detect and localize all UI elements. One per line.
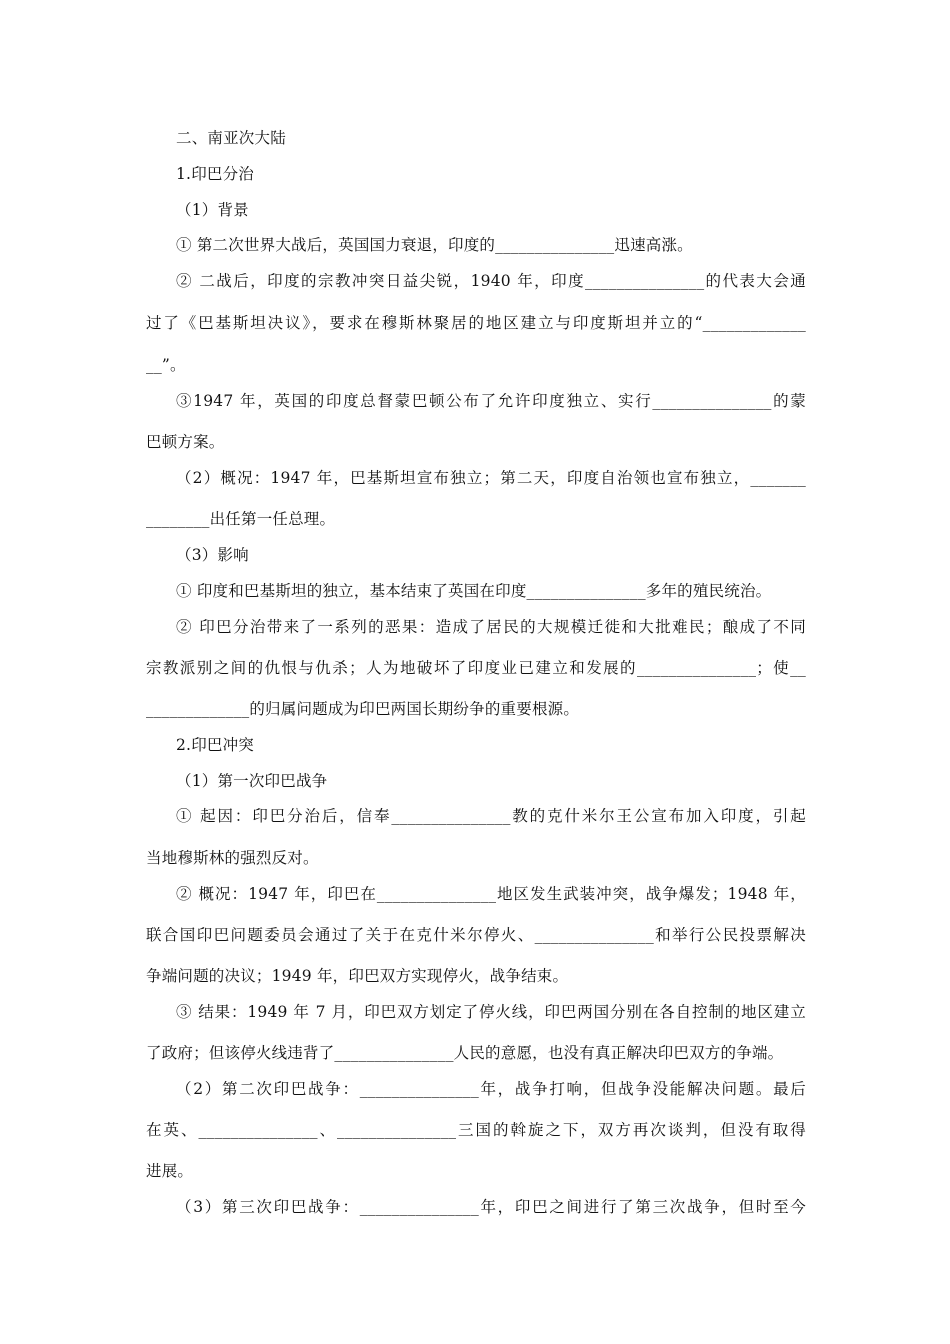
paragraph-line: ________出任第一任总理。 — [146, 510, 336, 528]
section-heading: 二、南亚次大陆 — [176, 129, 286, 147]
paragraph-line: （3）第三次印巴战争：_______________年，印巴之间进行了第三次战争，但时至今 — [176, 1198, 806, 1216]
paragraph-line: 进展。 — [146, 1162, 194, 1180]
paragraph-line: （2）第二次印巴战争：_______________年，战争打响，但战争没能解决问题。最后 — [176, 1080, 806, 1098]
paragraph-line: 宗教派别之间的仇恨与仇杀；人为地破坏了印度业已建立和发展的_______________；使__ — [146, 659, 806, 677]
item-impact-heading: （3）影响 — [176, 546, 249, 564]
paragraph-line: 争端问题的决议；1949 年，印巴双方实现停火，战争结束。 — [146, 967, 569, 985]
paragraph-line: ③ 结果：1949 年 7 月，印巴双方划定了停火线，印巴两国分别在各自控制的地区建立 — [176, 1003, 806, 1021]
subheading-conflict: 2.印巴冲突 — [176, 736, 254, 754]
paragraph-line: ① 第二次世界大战后，英国国力衰退，印度的_______________迅速高涨。 — [176, 236, 693, 254]
paragraph-line: ① 起因：印巴分治后，信奉_______________教的克什米尔王公宣布加入印度，引起 — [176, 807, 806, 825]
subheading-partition: 1.印巴分治 — [176, 165, 254, 183]
paragraph-line: ① 印度和巴基斯坦的独立，基本结束了英国在印度_______________多年的殖民统治。 — [176, 582, 772, 600]
item-first-war-heading: （1）第一次印巴战争 — [176, 772, 328, 790]
paragraph-line: 巴顿方案。 — [146, 433, 225, 451]
paragraph-line: 联合国印巴问题委员会通过了关于在克什米尔停火、_______________和举行公民投票解决 — [146, 926, 806, 944]
paragraph-line: __”。 — [146, 356, 186, 374]
item-background-heading: （1）背景 — [176, 201, 249, 219]
paragraph-line: 了政府；但该停火线违背了_______________人民的意愿，也没有真正解决印巴双方的争端。 — [146, 1044, 784, 1062]
paragraph-line: （2）概况：1947 年，巴基斯坦宣布独立；第二天，印度自治领也宣布独立，_______ — [176, 469, 806, 487]
paragraph-line: ② 印巴分治带来了一系列的恶果：造成了居民的大规模迁徙和大批难民；酿成了不同 — [176, 618, 806, 636]
paragraph-line: 过了《巴基斯坦决议》，要求在穆斯林聚居的地区建立与印度斯坦并立的“_____________ — [146, 314, 806, 332]
paragraph-line: 在英、_______________、_______________三国的斡旋之下，双方再次谈判，但没有取得 — [146, 1121, 806, 1139]
paragraph-line: ③1947 年，英国的印度总督蒙巴顿公布了允许印度独立、实行_______________的蒙 — [176, 392, 806, 410]
paragraph-line: ② 概况：1947 年，印巴在_______________地区发生武装冲突，战争爆发；1948 年， — [176, 885, 806, 903]
paragraph-line: _____________的归属问题成为印巴两国长期纷争的重要根源。 — [146, 700, 580, 718]
paragraph-line: 当地穆斯林的强烈反对。 — [146, 849, 319, 867]
paragraph-line: ② 二战后，印度的宗教冲突日益尖锐，1940 年，印度_______________的代表大会通 — [176, 272, 806, 290]
